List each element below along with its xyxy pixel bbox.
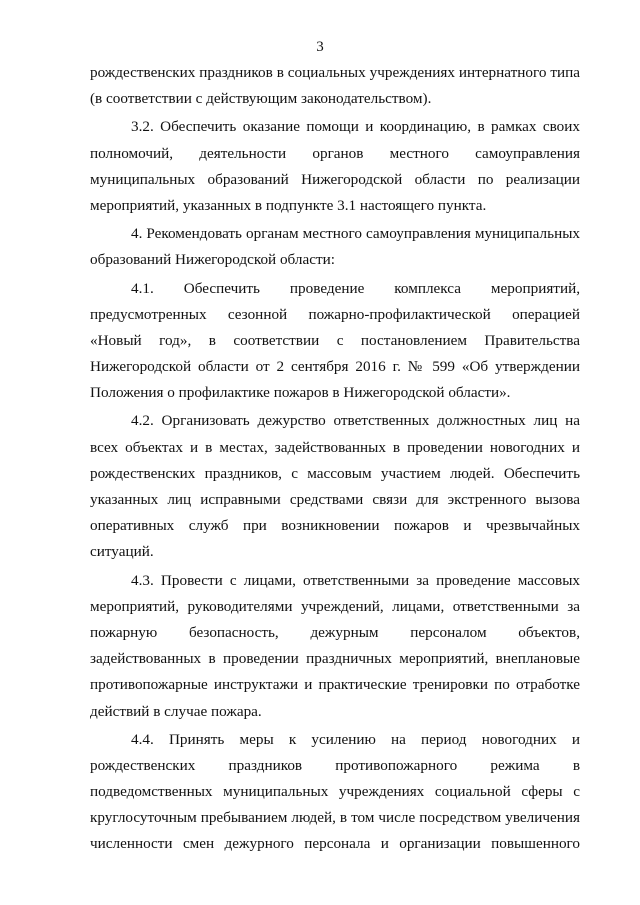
text-line: численности смен дежурного персонала и организации повышенного [90,835,580,853]
text-line: действий в случае пожара. [90,702,262,720]
text-line: 4. Рекомендовать органам местного самоуправления муниципальных [131,225,580,243]
text-line: 4.1. Обеспечить проведение комплекса мероприятий, [131,279,580,297]
text-line: указанных лиц исправными средствами связи для экстренного вызова [90,491,580,508]
text-line: Положения о профилактике пожаров в Нижегородской области». [90,384,511,402]
text-line: муниципальных образований Нижегородской области по реализации [90,170,580,188]
text-line: 4.3. Провести с лицами, ответственными за проведение массовых [131,571,580,589]
text-line: мероприятий, руководителями учреждений, лицами, ответственными за [90,597,580,615]
text-line: ситуаций. [90,543,154,561]
text-line: Нижегородской области от 2 сентября 2016 г. № 599 «Об утверждении [90,358,580,376]
document-body [90,60,580,858]
text-line: всех объектах и в местах, задействованных в проведении новогодних и [90,438,580,456]
text-line: полномочий, деятельности органов местного самоуправления [90,144,580,162]
text-line: мероприятий, указанных в подпункте 3.1 настоящего пункта. [90,196,487,214]
text-line: оперативных служб при возникновении пожаров и чрезвычайных [90,517,580,535]
text-line: рождественских праздников, с массовым участием людей. Обеспечить [90,464,580,482]
text-line: 4.2. Организовать дежурство ответственных должностных лиц на [131,412,580,430]
text-line: круглосуточным пребыванием людей, в том числе посредством увеличения [90,809,580,827]
text-line: подведомственных муниципальных учреждениях социальной сферы с [90,783,580,801]
text-line: рождественских праздников в социальных учреждениях интернатного типа [90,64,580,81]
text-line: пожарную безопасность, дежурным персоналом объектов, [90,623,580,641]
text-line: предусмотренных сезонной пожарно-профилактической операцией [90,305,580,323]
text-line: (в соответствии с действующим законодательством). [90,90,432,108]
text-line: противопожарные инструктажи и практические тренировки по отработке [90,676,580,694]
page-number: 3 [316,39,324,55]
text-line: 4.4. Принять меры к усилению на период новогодних и [131,730,580,748]
text-line: рождественских праздников противопожарного режима в [90,756,580,774]
text-line: «Новый год», в соответствии с постановлением Правительства [90,331,580,349]
text-line: образований Нижегородской области: [90,251,335,269]
text-line: 3.2. Обеспечить оказание помощи и координацию, в рамках своих [131,118,580,136]
text-line: задействованных в проведении праздничных мероприятий, внеплановые [90,650,580,668]
